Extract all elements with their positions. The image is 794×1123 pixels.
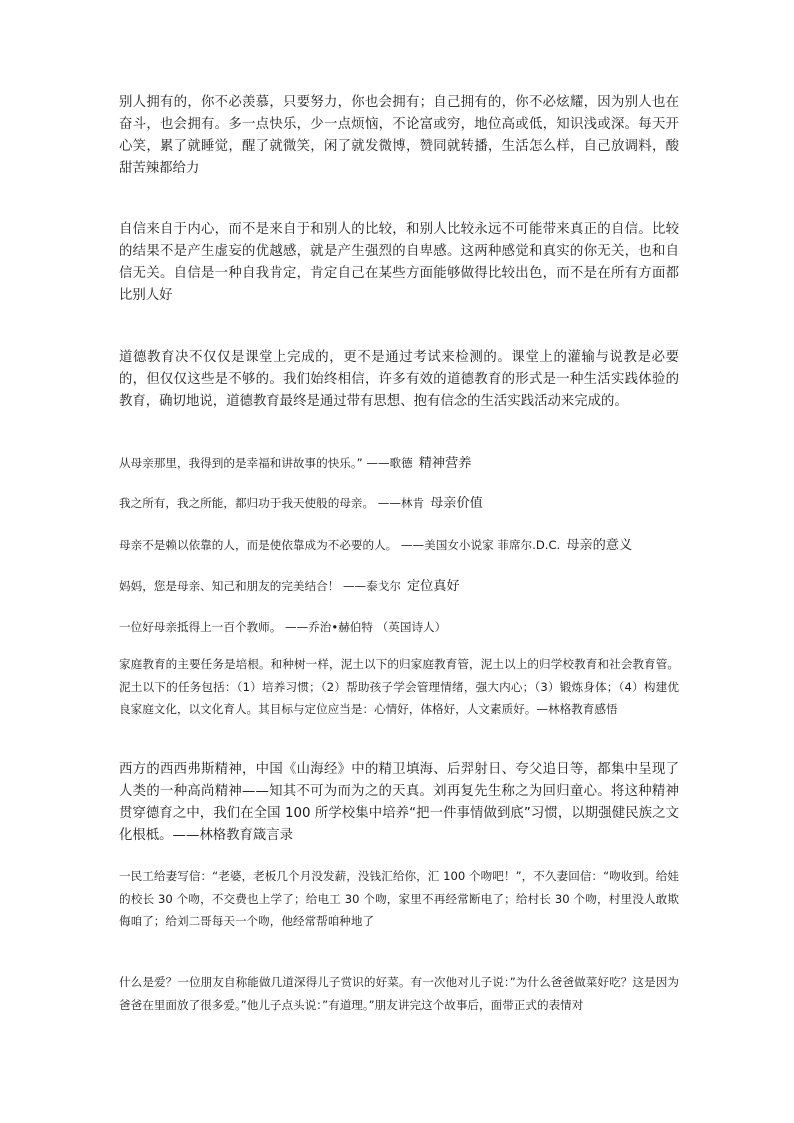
quote-lincoln bbox=[119, 493, 679, 514]
quote-herbert bbox=[119, 617, 679, 637]
paragraph-migrant-worker-letter: 一民工给妻写信：“老婆，老板几个月没发薪，没钱汇给你，汇 100 个吻吧！”，不久妻回信：“吻收到。给娃的校长 30 个吻，不交费也上学了；给电工 30 个吻，家里不再经常断电了；给村长 30 个吻，村里没人敢欺侮咱了；给刘二哥每天一个吻，他经常帮咱种地了 bbox=[119, 869, 679, 928]
paragraph-moral-education: 道德教育决不仅仅是课堂上完成的，更不是通过考试来检测的。课堂上的灌输与说教是必要的，但仅仅这些是不够的。我们始终相信，许多有效的道德教育的形式是一种生活实践体验的教育，确切地说，道德教育最终是通过带有思想、抱有信念的生活实践活动来完成的。 bbox=[119, 350, 679, 409]
paragraph-envy-and-happiness: 别人拥有的，你不必羡慕，只要努力，你也会拥有；自己拥有的，你不必炫耀，因为别人也在奋斗，也会拥有。多一点快乐，少一点烦恼，不论富或穷，地位高或低，知识浅或深。每天开心笑，累了就睡觉，醒了就微笑，闲了就发微博，赞同就转播，生活怎么样，自己放调料，酸甜苦辣都给力 bbox=[119, 95, 679, 176]
paragraph-self-confidence: 自信来自于内心，而不是来自于和别人的比较，和别人比较永远不可能带来真正的自信。比较的结果不是产生虚妄的优越感，就是产生强烈的自卑感。这两种感觉和真实的你无关，也和自信无关。自信是一种自我肯定，肯定自己在某些方面能够做得比较出色，而不是在所有方面都比别人好 bbox=[119, 222, 679, 303]
quote-tag: 母亲的意义 bbox=[566, 538, 633, 553]
quote-goethe bbox=[119, 453, 679, 474]
quote-tag: 精神营养 bbox=[418, 456, 472, 471]
paragraph-family-education: 家庭教育的主要任务是培根。和种树一样，泥土以下的归家庭教育管，泥土以上的归学校教育和社会教育管。泥土以下的任务包括：（1）培养习惯；（2）帮助孩子学会管理情绪，强大内心；（3）锻炼身体；（4）构建优良家庭文化，以文化育人。其目标与定位应当是：心情好，体格好，人文素质好。—林格教育感悟 bbox=[119, 657, 679, 716]
quote-tag: 定位真好 bbox=[406, 579, 460, 594]
quote-fisher bbox=[119, 535, 679, 556]
quote-text: 母亲不是赖以依靠的人，而是使依靠成为不必要的人。 ——美国女小说家 菲席尔.D.C. bbox=[119, 538, 561, 552]
quote-tagore bbox=[119, 576, 679, 597]
paragraph-sisyphus-spirit: 西方的西西弗斯精神，中国《山海经》中的精卫填海、后羿射日、夸父追日等，都集中呈现了人类的一种高尚精神——知其不可为而为之的天真。刘再复先生称之为回归童心。将这种精神贯穿德育之中，我们在全国 100 所学校集中培养“把一件事情做到底”习惯，以期强健民族之文化根柢。——林格教育箴言录 bbox=[119, 762, 679, 843]
quote-text: 我之所有，我之所能，都归功于我天使般的母亲。 ——林肯 bbox=[119, 496, 425, 510]
quote-tag: 母亲价值 bbox=[430, 496, 483, 511]
quote-text: 从母亲那里，我得到的是幸福和讲故事的快乐。” ——歌德 bbox=[119, 456, 413, 470]
quote-text: 妈妈，您是母亲、知己和朋友的完美结合！ ——泰戈尔 bbox=[119, 579, 401, 593]
paragraph-what-is-love: 什么是爱？一位朋友自称能做几道深得儿子赏识的好菜。有一次他对儿子说：”为什么爸爸做菜好吃？这是因为爸爸在里面放了很多爱。”他儿子点头说：”有道理。”朋友讲完这个故事后，面带正式的表情对 bbox=[119, 975, 679, 1012]
quote-text: 一位好母亲抵得上一百个教师。 ——乔治•赫伯特 （英国诗人） bbox=[119, 620, 447, 634]
